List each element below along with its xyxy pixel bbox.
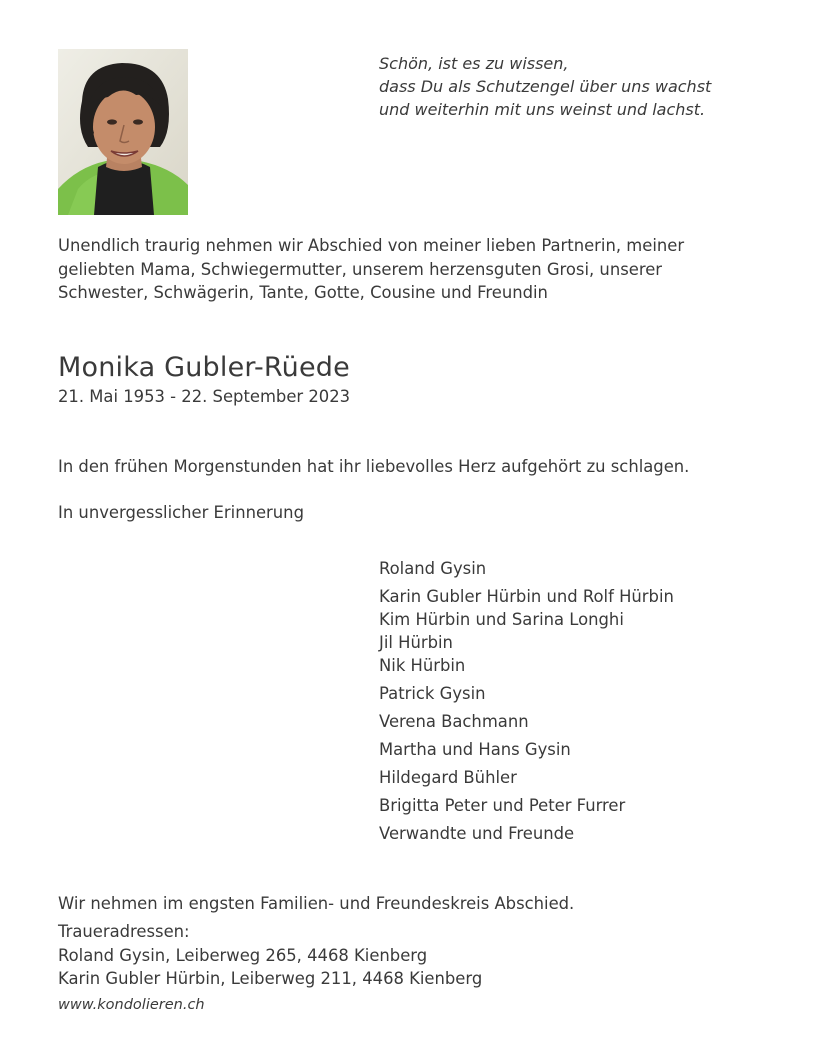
mourner-group bbox=[379, 710, 674, 733]
mourner-name: Verwandte und Freunde bbox=[379, 824, 575, 843]
mourner-name: Nik Hürbin bbox=[379, 656, 466, 675]
address-line: Roland Gysin, Leiberweg 265, 4468 Kienberg bbox=[58, 945, 428, 965]
poem-line: dass Du als Schutzengel über uns wachst bbox=[379, 77, 712, 96]
memory-statement: In unvergesslicher Erinnerung bbox=[58, 503, 304, 522]
mourner-group bbox=[379, 682, 674, 705]
mourning-addresses bbox=[58, 920, 482, 991]
intro-line: Unendlich traurig nehmen wir Abschied von meiner lieben Partnerin, meiner bbox=[58, 236, 685, 255]
mourner-group bbox=[379, 794, 674, 817]
farewell-statement: Wir nehmen im engsten Familien- und Freundeskreis Abschied. bbox=[58, 894, 575, 913]
passing-statement: In den frühen Morgenstunden hat ihr liebevolles Herz aufgehört zu schlagen. bbox=[58, 457, 690, 476]
address-line: Karin Gubler Hürbin, Leiberweg 211, 4468 Kienberg bbox=[58, 969, 483, 988]
mourner-name: Roland Gysin bbox=[379, 559, 487, 578]
life-dates: 21. Mai 1953 - 22. September 2023 bbox=[58, 387, 351, 406]
mourner-name: Verena Bachmann bbox=[379, 712, 529, 731]
mourner-group bbox=[379, 557, 674, 580]
portrait-photo bbox=[58, 49, 188, 215]
poem-line: Schön, ist es zu wissen, bbox=[379, 54, 569, 73]
mourner-name: Hildegard Bühler bbox=[379, 768, 517, 787]
mourner-name: Patrick Gysin bbox=[379, 684, 486, 703]
mourner-name: Brigitta Peter und Peter Furrer bbox=[379, 796, 626, 815]
poem bbox=[379, 52, 799, 121]
addresses-heading: Traueradressen: bbox=[58, 922, 190, 941]
mourner-group bbox=[379, 585, 674, 677]
poem-line: und weiterhin mit uns weinst und lachst. bbox=[379, 100, 706, 119]
deceased-name: Monika Gubler-Rüede bbox=[58, 352, 350, 383]
mourner-name: Jil Hürbin bbox=[379, 633, 453, 652]
mourner-name: Karin Gubler Hürbin und Rolf Hürbin bbox=[379, 587, 674, 606]
mourner-name: Kim Hürbin und Sarina Longhi bbox=[379, 610, 624, 629]
website-link[interactable]: www.kondolieren.ch bbox=[58, 997, 205, 1013]
intro-paragraph bbox=[58, 234, 778, 305]
mourner-group bbox=[379, 738, 674, 761]
mourners-list bbox=[379, 557, 674, 850]
mourner-name: Martha und Hans Gysin bbox=[379, 740, 571, 759]
intro-line: geliebten Mama, Schwiegermutter, unserem herzensguten Grosi, unserer bbox=[58, 259, 663, 279]
intro-line: Schwester, Schwägerin, Tante, Gotte, Cousine und Freundin bbox=[58, 283, 548, 302]
mourner-group bbox=[379, 766, 674, 789]
mourner-group bbox=[379, 822, 674, 845]
